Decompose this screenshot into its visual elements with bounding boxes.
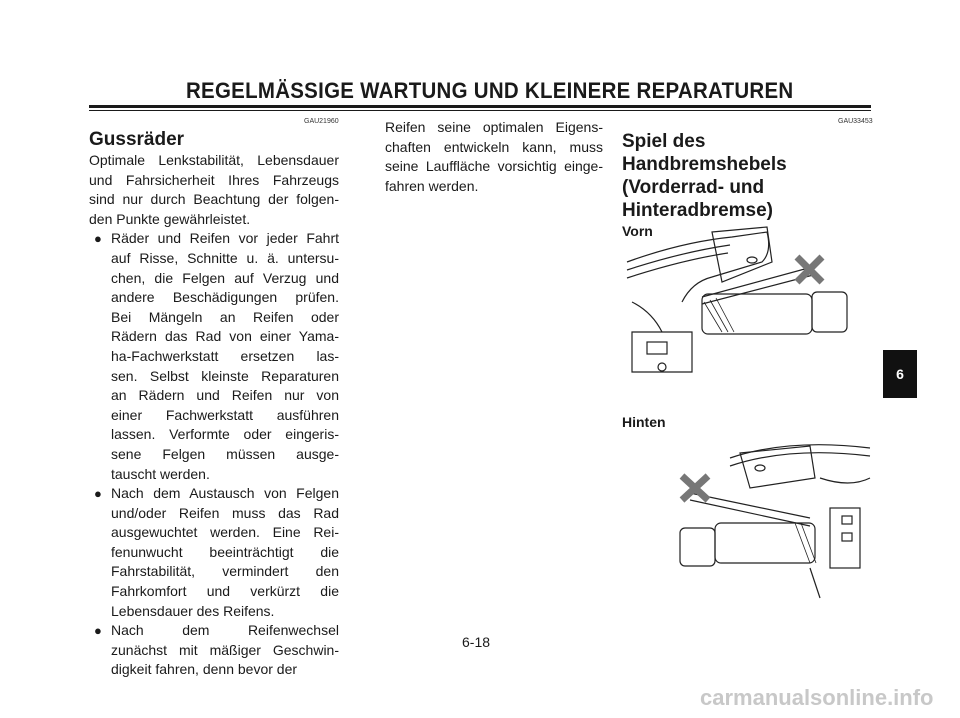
text-line: tauscht werden. bbox=[111, 465, 210, 482]
bullet-list bbox=[89, 229, 339, 680]
text-line: Optimale Lenkstabilität, Lebensdauer bbox=[89, 152, 339, 168]
bullet-item bbox=[89, 484, 339, 621]
text-line: auf Risse, Schnitte u. ä. untersu- bbox=[111, 249, 339, 266]
text-line: andere Beschädigungen prüfen. bbox=[111, 289, 339, 306]
bullet-icon: ● bbox=[94, 486, 102, 502]
header-rule-thick bbox=[89, 105, 871, 108]
text-line: den Punkte gewährleistet. bbox=[89, 210, 251, 227]
header-rule-thin bbox=[89, 110, 871, 111]
text-line: Fahrkomfort und verkürzt die bbox=[111, 583, 339, 600]
text-line: digkeit fahren, denn bevor der bbox=[111, 661, 298, 678]
text-line: an Rädern und Reifen nur von bbox=[111, 387, 339, 404]
bullet-icon: ● bbox=[94, 231, 102, 247]
text-line: sind nur durch Beachtung der folgen- bbox=[89, 191, 339, 208]
page-title: REGELMÄSSIGE WARTUNG UND KLEINERE REPARATUREN bbox=[186, 78, 794, 103]
text-line: einer Fachwerkstatt ausführen bbox=[111, 406, 339, 423]
text-line: ha-Fachwerkstatt ersetzen las- bbox=[111, 347, 339, 364]
rear-brake-lever-illustration bbox=[670, 438, 880, 603]
front-brake-lever-illustration bbox=[622, 222, 852, 382]
text-line: Lebensdauer des Reifens. bbox=[111, 602, 275, 619]
text-line: fenunwucht beeinträchtigt die bbox=[111, 543, 339, 560]
front-label: Vorn bbox=[622, 223, 653, 239]
text-line: Bei Mängeln an Reifen oder bbox=[111, 308, 339, 325]
text-line: Fahrstabilität, vermindert den bbox=[111, 563, 339, 580]
text-line: chen, die Felgen auf Verzug und bbox=[111, 269, 339, 286]
left-column bbox=[89, 128, 339, 680]
middle-paragraph bbox=[385, 118, 603, 196]
text-line: zunächst mit mäßiger Geschwin- bbox=[111, 641, 339, 658]
bullet-icon: ● bbox=[94, 623, 102, 639]
watermark: carmanualsonline.info bbox=[700, 685, 934, 710]
text-line: sen. Selbst kleinste Reparaturen bbox=[111, 367, 339, 384]
text-line: ausgewuchtet werden. Eine Rei- bbox=[111, 524, 339, 541]
text-line: und/oder Reifen muss das Rad bbox=[111, 504, 339, 521]
text-line: sene Felgen müssen ausge- bbox=[111, 445, 339, 462]
chapter-tab[interactable]: 6 bbox=[883, 350, 917, 398]
text-line: Nach dem Austausch von Felgen bbox=[111, 485, 339, 502]
heading-line: (Vorderrad- und bbox=[622, 177, 765, 198]
heading-line: Hinteradbremse) bbox=[622, 200, 773, 221]
page-number: 6-18 bbox=[462, 634, 491, 650]
text-line: und Fahrsicherheit Ihres Fahrzeugs bbox=[89, 171, 339, 188]
text-line: seine Lauffläche vorsichtig einge- bbox=[385, 158, 603, 175]
text-line: Rädern das Rad von einer Yama- bbox=[111, 328, 339, 345]
section-heading: Gussräder bbox=[89, 129, 185, 150]
text-line: lassen. Verformte oder eingeris- bbox=[111, 426, 339, 443]
text-line: Reifen seine optimalen Eigens- bbox=[385, 119, 603, 135]
text-line: chaften entwickeln kann, muss bbox=[385, 138, 603, 155]
text-line: fahren werden. bbox=[385, 177, 479, 194]
intro-paragraph bbox=[89, 151, 339, 229]
text-line: Nach dem Reifenwechsel bbox=[111, 622, 339, 639]
bullet-item bbox=[89, 229, 339, 484]
text-line: Räder und Reifen vor jeder Fahrt bbox=[111, 230, 339, 247]
heading-line: Spiel des Handbremshebels bbox=[622, 131, 787, 175]
section-code: GAU33453 bbox=[838, 118, 873, 125]
rear-label: Hinten bbox=[622, 414, 666, 430]
bullet-item bbox=[89, 621, 339, 680]
section-code: GAU21960 bbox=[304, 118, 339, 125]
section-heading bbox=[622, 130, 872, 222]
